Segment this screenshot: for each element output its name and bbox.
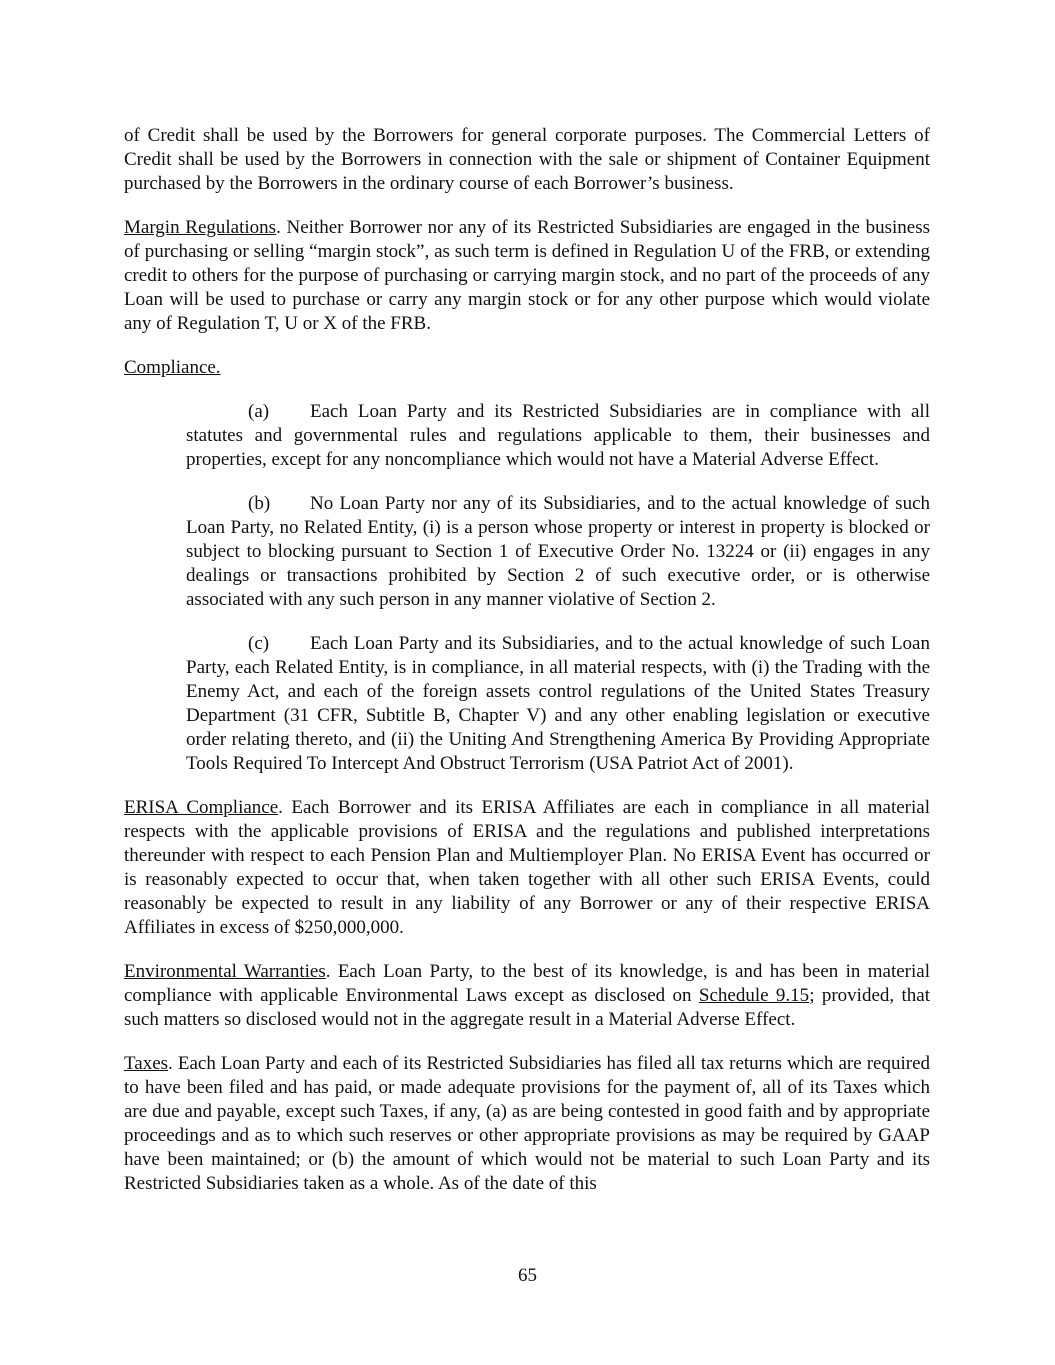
- compliance-item-label: (b): [248, 493, 271, 514]
- margin-regulations-heading: Margin Regulations: [124, 217, 277, 238]
- compliance-heading: Compliance.: [124, 357, 221, 378]
- environmental-warranties-section: [124, 960, 930, 1032]
- taxes-text: . Each Loan Party and each of its Restricted Subsidiaries has filed all tax returns which are required to have been filed and has paid, or made adequate provisions for the payment of, all of its Taxes which are due and payable, except such Taxes, if any, (a) as are being contested in good faith and by appropriate proceedings and as to which such reserves or other appropriate provisions as may be required by GAAP have been maintained; or (b) the amount of which would not be material to such Loan Party and its Restricted Subsidiaries taken as a whole. As of the date of this: [124, 1053, 930, 1194]
- page-number: 65: [518, 1265, 537, 1286]
- compliance-item-a: [186, 400, 930, 472]
- intro-paragraph: of Credit shall be used by the Borrowers for general corporate purposes. The Commercial Letters of Credit shall be used by the Borrowers in connection with the sale or shipment of Container Equipment purchased by the Borrowers in the ordinary course of each Borrower’s business.: [124, 125, 930, 194]
- environmental-warranties-text-end: ; provided, that such matters so disclosed would not in the aggregate result in a Material Adverse Effect.: [124, 985, 930, 1030]
- schedule-reference: Schedule 9.15: [698, 985, 810, 1006]
- compliance-item-label: (a): [248, 401, 270, 422]
- environmental-warranties-heading: Environmental Warranties: [124, 961, 326, 982]
- document-body: [124, 124, 930, 1216]
- erisa-compliance-text: . Each Borrower and its ERISA Affiliates are each in compliance in all material respects with the applicable provisions of ERISA and the regulations and published interpretations thereunder with respect to each Pension Plan and Multiemployer Plan. No ERISA Event has occurred or is reasonably expected to occur that, when taken together with all other such ERISA Events, could reasonably be expected to result in any liability of any Borrower or any of their respective ERISA Affiliates in excess of $250,000,000.: [124, 797, 930, 938]
- compliance-item-label: (c): [248, 633, 270, 654]
- margin-regulations-text: . Neither Borrower nor any of its Restricted Subsidiaries are engaged in the business of purchasing or selling “margin stock”, as such term is defined in Regulation U of the FRB, or extending credit to others for the purpose of purchasing or carrying margin stock, and no part of the proceeds of any Loan will be used to purchase or carry any margin stock or for any other purpose which would violate any of Regulation T, U or X of the FRB.: [124, 217, 930, 334]
- compliance-section-heading: [124, 356, 930, 380]
- margin-regulations-section: [124, 216, 930, 336]
- taxes-heading: Taxes: [124, 1053, 169, 1074]
- erisa-compliance-section: [124, 796, 930, 940]
- compliance-item-b: [186, 492, 930, 612]
- compliance-item-text: No Loan Party nor any of its Subsidiaries, and to the actual knowledge of such Loan Party, no Related Entity, (i) is a person whose property or interest in property is blocked or subject to blocking pursuant to Section 1 of Executive Order No. 13224 or (ii) engages in any dealings or transactions prohibited by Section 2 of such executive order, or is otherwise associated with any such person in any manner violative of Section 2.: [186, 493, 930, 610]
- compliance-item-text: Each Loan Party and its Subsidiaries, and to the actual knowledge of such Loan Party, each Related Entity, is in compliance, in all material respects, with (i) the Trading with the Enemy Act, and each of the foreign assets control regulations of the United States Treasury Department (31 CFR, Subtitle B, Chapter V) and any other enabling legislation or executive order relating thereto, and (ii) the Uniting And Strengthening America By Providing Appropriate Tools Required To Intercept And Obstruct Terrorism (USA Patriot Act of 2001).: [186, 633, 930, 774]
- environmental-warranties-text: . Each Loan Party, to the best of its knowledge, is and has been in material compliance with applicable Environmental Laws except as disclosed on: [124, 961, 930, 1006]
- compliance-item-c: [186, 632, 930, 776]
- erisa-compliance-heading: ERISA Compliance: [124, 797, 279, 818]
- compliance-item-text: Each Loan Party and its Restricted Subsidiaries are in compliance with all statutes and governmental rules and regulations applicable to them, their businesses and properties, except for any noncompliance which would not have a Material Adverse Effect.: [186, 401, 930, 470]
- taxes-section: [124, 1052, 930, 1196]
